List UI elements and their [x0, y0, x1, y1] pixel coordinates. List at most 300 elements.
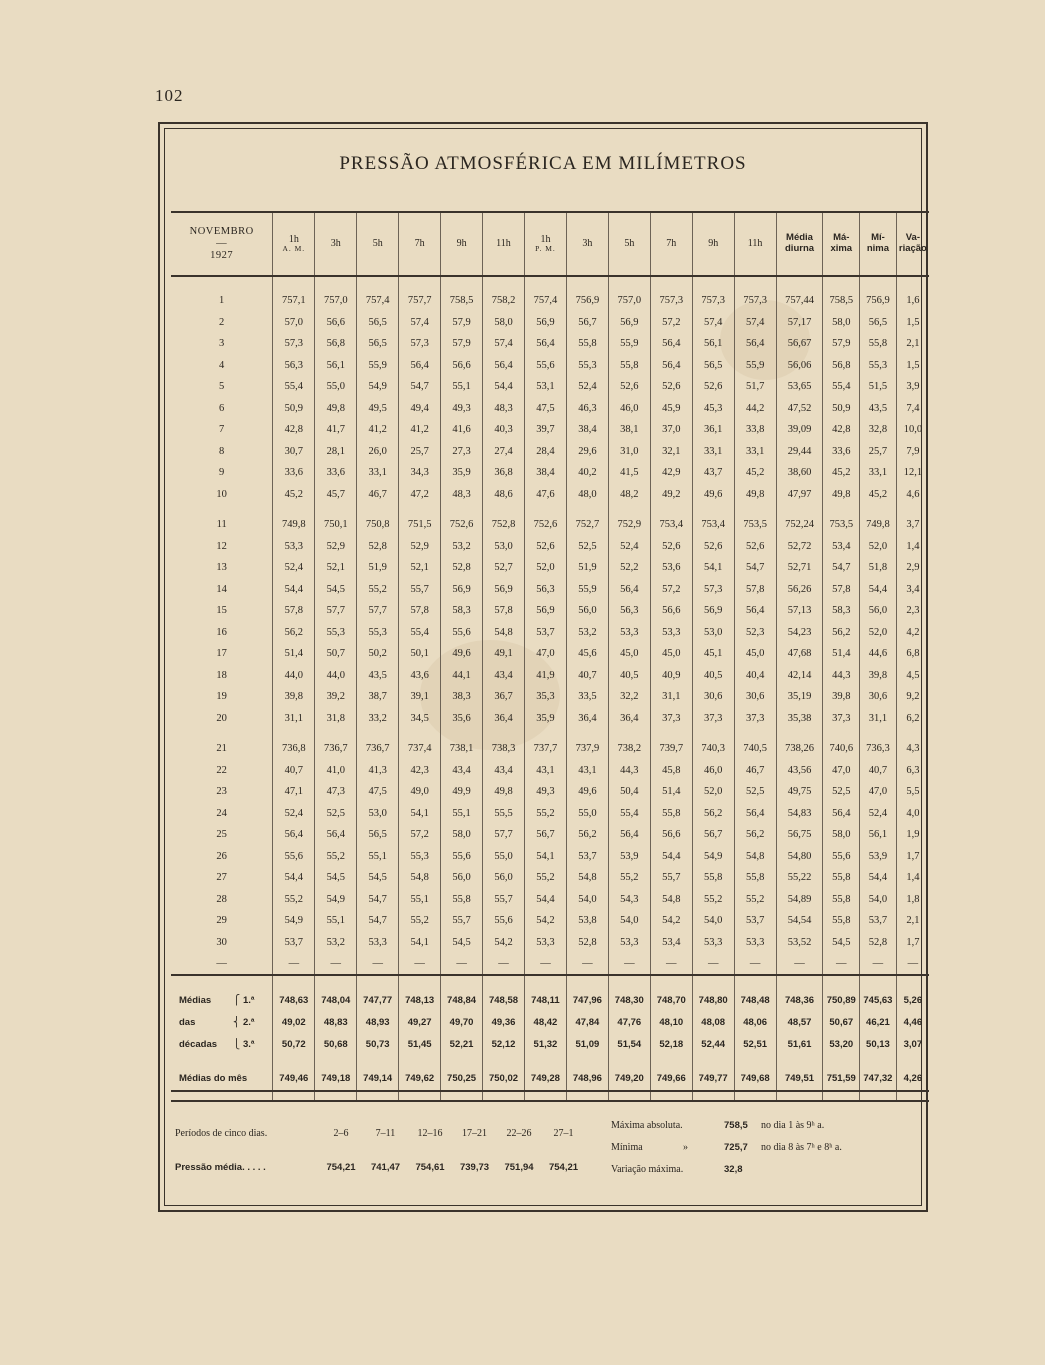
data-cell: 57,3	[399, 333, 441, 355]
decade-average-cell: 748,13	[399, 989, 441, 1011]
data-cell: 1,7	[896, 932, 929, 954]
data-cell: 54,2	[483, 932, 525, 954]
spacer-cell	[776, 505, 823, 514]
data-cell: 58,0	[823, 824, 860, 846]
spacer-row	[171, 505, 929, 514]
data-cell: 54,7	[734, 557, 776, 579]
data-cell: 42,8	[823, 419, 860, 441]
spacer-row	[171, 276, 929, 290]
decade-average-cell: 748,80	[692, 989, 734, 1011]
table-row	[171, 665, 929, 687]
data-cell: 35,9	[441, 462, 483, 484]
data-cell: 42,14	[776, 665, 823, 687]
decade-average-cell: 52,44	[692, 1033, 734, 1055]
decade-average-cell: 748,58	[483, 989, 525, 1011]
data-cell: 47,1	[273, 781, 315, 803]
day-number: 7	[219, 424, 225, 436]
data-cell: 736,7	[315, 738, 357, 760]
data-cell: 48,3	[483, 398, 525, 420]
data-cell: 33,1	[734, 441, 776, 463]
data-cell: 25,7	[860, 441, 897, 463]
data-cell: 56,7	[566, 312, 608, 334]
data-cell: 46,0	[608, 398, 650, 420]
data-cell: 36,4	[608, 708, 650, 730]
data-cell: 56,4	[608, 579, 650, 601]
data-cell: 54,8	[566, 867, 608, 889]
spacer-cell	[483, 729, 525, 738]
day-number: 26	[216, 850, 227, 862]
dash-cell: —	[399, 953, 441, 975]
column-header-main: 5h	[372, 238, 383, 250]
data-cell: 38,7	[357, 686, 399, 708]
data-cell: 33,6	[273, 462, 315, 484]
data-cell: 54,5	[441, 932, 483, 954]
data-cell: 40,9	[650, 665, 692, 687]
spacer-cell	[896, 729, 929, 738]
data-cell: 45,2	[273, 484, 315, 506]
data-cell: 53,3	[524, 932, 566, 954]
data-cell: 38,1	[608, 419, 650, 441]
decade-average-cell: 748,48	[734, 989, 776, 1011]
spacer-cell	[399, 1055, 441, 1067]
data-cell: 52,9	[399, 536, 441, 558]
data-cell: 55,22	[776, 867, 823, 889]
data-cell: 7,9	[896, 441, 929, 463]
spacer-cell	[171, 975, 273, 989]
data-cell: 53,8	[566, 910, 608, 932]
data-cell: 56,2	[566, 824, 608, 846]
data-cell: 54,5	[823, 932, 860, 954]
spacer-cell	[776, 975, 823, 989]
data-cell: 56,67	[776, 333, 823, 355]
data-cell: 58,0	[823, 312, 860, 334]
data-cell: 54,5	[315, 579, 357, 601]
data-cell: 55,8	[823, 867, 860, 889]
data-cell: 50,9	[823, 398, 860, 420]
header-row	[171, 212, 929, 276]
table-row	[171, 536, 929, 558]
data-cell: 52,5	[734, 781, 776, 803]
data-cell: 52,4	[566, 376, 608, 398]
day-number: 15	[216, 605, 227, 617]
spacer-cell	[823, 1091, 860, 1101]
spacer-row	[171, 729, 929, 738]
data-cell: 56,75	[776, 824, 823, 846]
decade-average-cell: 748,11	[524, 989, 566, 1011]
data-cell: 50,1	[399, 643, 441, 665]
spacer-cell	[650, 1055, 692, 1067]
data-cell: 52,8	[860, 932, 897, 954]
data-cell: 50,9	[273, 398, 315, 420]
variation-value: 32,8	[724, 1164, 743, 1175]
data-cell: 752,7	[566, 514, 608, 536]
data-cell: 35,19	[776, 686, 823, 708]
column-header-main: 1h	[540, 233, 551, 245]
data-cell: 35,38	[776, 708, 823, 730]
data-cell: 43,1	[524, 760, 566, 782]
period-range: 27–1	[553, 1128, 574, 1139]
data-cell: 38,3	[441, 686, 483, 708]
spacer-row	[171, 1091, 929, 1101]
table-row	[171, 867, 929, 889]
spacer-cell	[734, 1055, 776, 1067]
column-header	[524, 212, 566, 276]
data-cell: 753,4	[692, 514, 734, 536]
column-header	[860, 212, 897, 276]
decade-average-cell: 49,36	[483, 1011, 525, 1033]
data-cell: 55,7	[441, 910, 483, 932]
data-cell: 54,4	[524, 889, 566, 911]
data-cell: 54,0	[860, 889, 897, 911]
spacer-cell	[860, 1091, 897, 1101]
data-cell: 52,1	[399, 557, 441, 579]
data-cell: 30,7	[273, 441, 315, 463]
dash-cell: —	[273, 953, 315, 975]
data-cell: 56,9	[524, 600, 566, 622]
data-cell: 31,0	[608, 441, 650, 463]
table-row	[171, 643, 929, 665]
table-row	[171, 398, 929, 420]
data-cell: 56,1	[692, 333, 734, 355]
data-cell: 758,5	[823, 290, 860, 312]
table-row	[171, 441, 929, 463]
data-cell: 49,8	[734, 484, 776, 506]
column-header-main: riação	[898, 243, 927, 254]
data-cell: 49,6	[441, 643, 483, 665]
data-cell: 54,2	[650, 910, 692, 932]
data-cell: 51,4	[273, 643, 315, 665]
day-number: 19	[216, 691, 227, 703]
spacer-cell	[608, 505, 650, 514]
data-cell: 34,3	[399, 462, 441, 484]
dash-cell: —	[315, 953, 357, 975]
data-cell: 56,9	[441, 579, 483, 601]
spacer-cell	[650, 975, 692, 989]
data-cell: 38,4	[524, 462, 566, 484]
column-header-sub: A. M.	[282, 244, 306, 254]
spacer-cell	[692, 505, 734, 514]
data-cell: 45,2	[734, 462, 776, 484]
dash-cell: —	[823, 953, 860, 975]
column-header	[315, 212, 357, 276]
day-number: 28	[216, 893, 227, 905]
data-cell: 29,6	[566, 441, 608, 463]
data-cell: 38,4	[566, 419, 608, 441]
data-cell: 35,3	[524, 686, 566, 708]
column-header-main: nima	[866, 243, 890, 254]
decade-ordinal: 1.ª	[243, 994, 255, 1006]
data-cell: 1,8	[896, 889, 929, 911]
data-cell: 52,7	[483, 557, 525, 579]
spacer-cell	[650, 505, 692, 514]
spacer-cell	[734, 505, 776, 514]
spacer-row	[171, 1055, 929, 1067]
column-header	[273, 212, 315, 276]
decade-average-label-inner	[179, 1017, 272, 1028]
data-cell: 35,9	[524, 708, 566, 730]
data-cell: 57,8	[273, 600, 315, 622]
decade-average-cell: 52,21	[441, 1033, 483, 1055]
data-cell: 752,8	[483, 514, 525, 536]
variation-row	[611, 1164, 931, 1186]
data-cell: 54,4	[860, 579, 897, 601]
spacer-cell	[734, 729, 776, 738]
data-cell: 55,1	[399, 889, 441, 911]
spacer-cell	[171, 729, 273, 738]
data-cell: 41,2	[357, 419, 399, 441]
data-cell: 10,0	[896, 419, 929, 441]
data-cell: 56,2	[692, 803, 734, 825]
data-cell: 47,52	[776, 398, 823, 420]
data-cell: 55,0	[315, 376, 357, 398]
spacer-cell	[896, 276, 929, 290]
data-cell: 41,6	[441, 419, 483, 441]
periods-label: Períodos de cinco dias.	[175, 1128, 268, 1139]
data-cell: 53,7	[860, 910, 897, 932]
decade-average-cell: 50,67	[823, 1011, 860, 1033]
data-cell: 55,8	[823, 889, 860, 911]
data-cell: 33,1	[357, 462, 399, 484]
data-cell: 44,2	[734, 398, 776, 420]
data-cell: 750,8	[357, 514, 399, 536]
spacer-cell	[315, 1091, 357, 1101]
data-cell: 39,1	[399, 686, 441, 708]
data-cell: 55,6	[483, 910, 525, 932]
data-cell: 55,9	[734, 355, 776, 377]
data-cell: 53,0	[483, 536, 525, 558]
data-cell: 44,6	[860, 643, 897, 665]
data-cell: 48,0	[566, 484, 608, 506]
data-cell: 50,7	[315, 643, 357, 665]
decade-average-row	[171, 1033, 929, 1055]
data-cell: 33,1	[692, 441, 734, 463]
data-cell: 33,1	[860, 462, 897, 484]
decade-average-cell: 47,84	[566, 1011, 608, 1033]
period-range: 2–6	[333, 1128, 349, 1139]
day-number: 10	[216, 488, 227, 500]
data-cell: 758,5	[441, 290, 483, 312]
column-header-main: Média	[786, 232, 813, 244]
month-average-cell: 749,66	[650, 1067, 692, 1091]
data-cell: 43,5	[860, 398, 897, 420]
data-cell: 47,0	[823, 760, 860, 782]
data-cell: 33,6	[823, 441, 860, 463]
data-cell: 57,4	[692, 312, 734, 334]
data-cell: 2,1	[896, 910, 929, 932]
max-abs-label: Máxima absoluta.	[611, 1120, 683, 1131]
column-header	[692, 212, 734, 276]
column-header-main: 9h	[708, 238, 719, 250]
data-cell: 752,24	[776, 514, 823, 536]
column-header-main: 5h	[624, 238, 635, 250]
spacer-cell	[823, 1055, 860, 1067]
table-row	[171, 824, 929, 846]
spacer-cell	[524, 729, 566, 738]
decade-average-cell: 53,20	[823, 1033, 860, 1055]
month-average-cell: 749,14	[357, 1067, 399, 1091]
spacer-cell	[734, 276, 776, 290]
data-cell: 55,3	[566, 355, 608, 377]
data-cell: 54,0	[692, 910, 734, 932]
data-cell: 53,9	[860, 846, 897, 868]
data-cell: 55,2	[524, 803, 566, 825]
decade-average-cell: 48,06	[734, 1011, 776, 1033]
period-pressure: 751,94	[504, 1162, 534, 1173]
spacer-cell	[823, 975, 860, 989]
data-cell: 52,0	[524, 557, 566, 579]
data-cell: 54,2	[524, 910, 566, 932]
data-cell: 749,8	[273, 514, 315, 536]
data-cell: 1,4	[896, 867, 929, 889]
data-cell: 55,4	[399, 622, 441, 644]
data-cell: 52,4	[273, 557, 315, 579]
data-cell: 54,0	[608, 910, 650, 932]
data-cell: 27,4	[483, 441, 525, 463]
data-cell: 52,0	[860, 622, 897, 644]
spacer-cell	[823, 729, 860, 738]
spacer-cell	[566, 975, 608, 989]
day-number: 25	[216, 829, 227, 841]
data-cell: 31,1	[650, 686, 692, 708]
decade-ordinal: 2.ª	[243, 1016, 255, 1028]
data-cell: 37,3	[823, 708, 860, 730]
data-cell: 57,9	[823, 333, 860, 355]
data-cell: 48,3	[441, 484, 483, 506]
decade-average-cell: 51,54	[608, 1033, 650, 1055]
decade-average-cell: 745,63	[860, 989, 897, 1011]
table-row	[171, 738, 929, 760]
table-row	[171, 579, 929, 601]
data-cell: 56,4	[734, 600, 776, 622]
month-average-cell: 748,96	[566, 1067, 608, 1091]
spacer-cell	[483, 276, 525, 290]
spacer-cell	[608, 1055, 650, 1067]
decade-average-label	[171, 989, 273, 1011]
data-cell: 49,4	[399, 398, 441, 420]
data-cell: 55,1	[441, 803, 483, 825]
data-cell: 740,6	[823, 738, 860, 760]
data-cell: 56,4	[608, 824, 650, 846]
spacer-cell	[171, 276, 273, 290]
day-number: 5	[219, 381, 225, 393]
data-cell: 752,9	[608, 514, 650, 536]
page-title: PRESSÃO ATMOSFÉRICA EM MILÍMETROS	[339, 153, 747, 174]
data-cell: 55,2	[357, 579, 399, 601]
data-cell: 53,3	[608, 622, 650, 644]
data-cell: 737,4	[399, 738, 441, 760]
data-cell: 753,4	[650, 514, 692, 536]
extremes-block	[611, 1120, 931, 1186]
spacer-cell	[776, 729, 823, 738]
data-cell: 26,0	[357, 441, 399, 463]
table-row	[171, 376, 929, 398]
decade-average-cell: 748,30	[608, 989, 650, 1011]
day-number: 11	[216, 519, 227, 531]
data-cell: 54,8	[399, 867, 441, 889]
data-cell: 757,44	[776, 290, 823, 312]
data-cell: 53,0	[357, 803, 399, 825]
data-cell: 56,8	[823, 355, 860, 377]
data-cell: 28,4	[524, 441, 566, 463]
data-cell: 49,9	[441, 781, 483, 803]
data-cell: 53,9	[608, 846, 650, 868]
table-row	[171, 781, 929, 803]
column-header-main: 11h	[496, 238, 511, 250]
period-pressure: 754,21	[326, 1162, 356, 1173]
data-cell: 33,6	[315, 462, 357, 484]
data-cell: 57,4	[483, 333, 525, 355]
month-label-line: 1927	[210, 250, 234, 262]
spacer-cell	[860, 505, 897, 514]
decade-average-cell: 48,93	[357, 1011, 399, 1033]
decade-average-cell: 47,76	[608, 1011, 650, 1033]
column-header-main: diurna	[785, 243, 815, 254]
data-cell: 36,7	[483, 686, 525, 708]
data-cell: 33,2	[357, 708, 399, 730]
spacer-cell	[357, 729, 399, 738]
data-cell: 56,26	[776, 579, 823, 601]
data-cell: 749,8	[860, 514, 897, 536]
column-header	[357, 212, 399, 276]
spacer-cell	[776, 1055, 823, 1067]
min-value: 725,7	[724, 1142, 748, 1153]
data-cell: 55,2	[273, 889, 315, 911]
spacer-cell	[860, 1055, 897, 1067]
spacer-cell	[273, 975, 315, 989]
data-cell: 54,4	[273, 867, 315, 889]
data-cell: 2,1	[896, 333, 929, 355]
data-cell: 53,4	[823, 536, 860, 558]
spacer-cell	[860, 975, 897, 989]
data-cell: 28,1	[315, 441, 357, 463]
column-header-main: Mí-	[871, 232, 885, 244]
data-cell: 52,8	[357, 536, 399, 558]
decade-average-cell: 51,61	[776, 1033, 823, 1055]
decade-average-cell: 50,73	[357, 1033, 399, 1055]
data-cell: 45,8	[650, 760, 692, 782]
data-cell: 52,4	[273, 803, 315, 825]
spacer-cell	[524, 276, 566, 290]
spacer-cell	[650, 1091, 692, 1101]
data-cell: 52,6	[608, 376, 650, 398]
spacer-cell	[273, 276, 315, 290]
decade-average-cell: 48,08	[692, 1011, 734, 1033]
period-pressure: 754,21	[548, 1162, 579, 1173]
column-header-main: xima	[830, 243, 853, 254]
spacer-cell	[441, 729, 483, 738]
data-cell: 55,8	[734, 867, 776, 889]
min-quote: »	[683, 1142, 688, 1153]
table-row	[171, 355, 929, 377]
data-cell: 57,7	[315, 600, 357, 622]
data-cell: 45,0	[734, 643, 776, 665]
data-cell: 757,3	[734, 290, 776, 312]
data-cell: 757,3	[650, 290, 692, 312]
data-cell: 36,4	[566, 708, 608, 730]
data-cell: 2,9	[896, 557, 929, 579]
column-header-main: 1h	[288, 233, 299, 245]
month-average-cell: 749,77	[692, 1067, 734, 1091]
data-cell: 46,3	[566, 398, 608, 420]
month-average-cell: 4,26	[896, 1067, 929, 1091]
data-cell: 51,4	[650, 781, 692, 803]
decade-average-row	[171, 1011, 929, 1033]
dash-cell: —	[650, 953, 692, 975]
period-pressure: 741,47	[370, 1162, 401, 1173]
data-cell: 55,8	[650, 803, 692, 825]
data-cell: 54,1	[524, 846, 566, 868]
data-cell: 48,2	[608, 484, 650, 506]
